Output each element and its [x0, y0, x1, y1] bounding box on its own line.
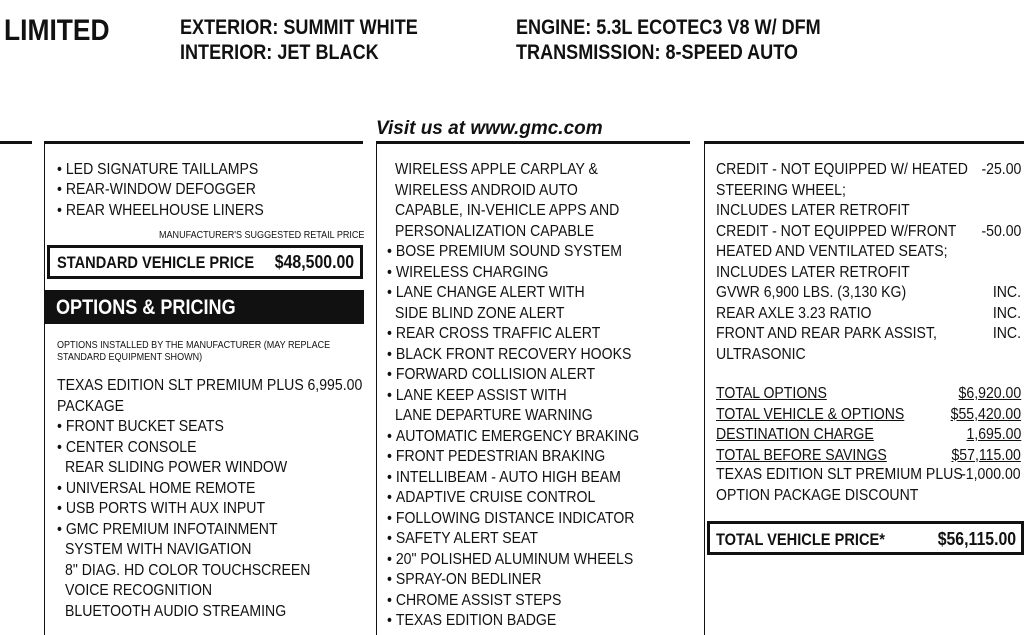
feature-item: • BOSE PREMIUM SOUND SYSTEM — [387, 242, 622, 263]
feature-item: • BLACK FRONT RECOVERY HOOKS — [387, 345, 631, 366]
credit-line: INCLUDES LATER RETROFIT — [716, 263, 910, 281]
package-name-cont: PACKAGE — [57, 398, 125, 415]
msrp-label: MANUFACTURER'S SUGGESTED RETAIL PRICE — [159, 229, 365, 241]
credit-line: ULTRASONIC — [716, 345, 806, 363]
total-value: 1,695.00 — [966, 426, 1021, 443]
feature-item: • 20" POLISHED ALUMINUM WHEELS — [387, 550, 633, 571]
options-note-1: OPTIONS INSTALLED BY THE MANUFACTURER (MAY REPLACE — [57, 339, 331, 351]
credit-value: -25.00 — [981, 161, 1021, 178]
feature-item: • AUTOMATIC EMERGENCY BRAKING — [387, 427, 639, 448]
feature-item: CAPABLE, IN-VEHICLE APPS AND — [395, 202, 620, 219]
col1-left-border — [44, 143, 45, 635]
discount-label: TEXAS EDITION SLT PREMIUM PLUS — [716, 466, 963, 483]
total-label: TOTAL VEHICLE & OPTIONS — [716, 405, 905, 423]
top-rule-col3 — [704, 141, 1024, 144]
package-item: • USB PORTS WITH AUX INPUT — [57, 499, 265, 520]
total-label: TOTAL BEFORE SAVINGS — [716, 446, 887, 464]
options-note-2: STANDARD EQUIPMENT SHOWN) — [57, 351, 203, 363]
credit-line: REAR AXLE 3.23 RATIO — [716, 304, 872, 322]
feature-item: • ADAPTIVE CRUISE CONTROL — [387, 488, 595, 509]
credit-value: INC. — [992, 304, 1021, 322]
top-rule-col1 — [44, 141, 363, 144]
package-item: REAR SLIDING POWER WINDOW — [65, 459, 288, 476]
svp-label: STANDARD VEHICLE PRICE — [57, 253, 255, 272]
feature-item: LANE DEPARTURE WARNING — [395, 407, 593, 424]
package-name: TEXAS EDITION SLT PREMIUM PLUS — [57, 377, 304, 394]
feature-item: • FRONT PEDESTRIAN BRAKING — [387, 447, 605, 468]
credit-value: INC. — [992, 325, 1021, 342]
package-item: • FRONT BUCKET SEATS — [57, 417, 224, 438]
credit-line: CREDIT - NOT EQUIPPED W/FRONT — [716, 222, 957, 240]
feature-item: WIRELESS ANDROID AUTO — [395, 181, 578, 199]
feature-item: SIDE BLIND ZONE ALERT — [395, 304, 565, 322]
discount-label-cont: OPTION PACKAGE DISCOUNT — [716, 487, 919, 504]
credit-line: GVWR 6,900 LBS. (3,130 KG) — [716, 284, 907, 301]
col3-left-border — [704, 143, 705, 635]
options-pricing-title: OPTIONS & PRICING — [56, 296, 236, 319]
feature-item: • CHROME ASSIST STEPS — [387, 591, 561, 612]
total-label: DESTINATION CHARGE — [716, 426, 874, 443]
feature-item: • LANE CHANGE ALERT WITH — [387, 283, 585, 304]
website-link[interactable]: Visit us at www.gmc.com — [376, 118, 603, 139]
feature-item: • INTELLIBEAM - AUTO HIGH BEAM — [387, 468, 621, 489]
credit-line: STEERING WHEEL; — [716, 181, 846, 199]
standard-vehicle-price-box — [47, 245, 363, 279]
tvp-label: TOTAL VEHICLE PRICE* — [716, 530, 885, 549]
feature-item: • TEXAS EDITION BADGE — [387, 611, 556, 632]
tvp-value: $56,115.00 — [937, 529, 1016, 549]
total-value: $55,420.00 — [950, 405, 1021, 423]
credit-line: CREDIT - NOT EQUIPPED W/ HEATED — [716, 161, 968, 178]
exterior-color: EXTERIOR: SUMMIT WHITE — [180, 16, 418, 39]
package-price: 6,995.00 — [307, 377, 362, 394]
interior-color: INTERIOR: JET BLACK — [180, 41, 379, 64]
total-vehicle-price-box — [707, 521, 1024, 555]
col2-left-border — [376, 143, 377, 635]
credit-value: -50.00 — [981, 222, 1021, 240]
total-value: $57,115.00 — [951, 446, 1021, 464]
package-item: • UNIVERSAL HOME REMOTE — [57, 479, 255, 500]
top-rule-col2 — [376, 141, 690, 144]
options-pricing-bar — [44, 290, 364, 324]
feature-item: WIRELESS APPLE CARPLAY & — [395, 161, 598, 178]
top-rule-left — [0, 141, 32, 144]
package-item: • CENTER CONSOLE — [57, 438, 196, 459]
package-item: SYSTEM WITH NAVIGATION — [65, 541, 252, 558]
credit-line: HEATED AND VENTILATED SEATS; — [716, 243, 948, 260]
feature-item: • REAR CROSS TRAFFIC ALERT — [387, 324, 600, 345]
credit-line: INCLUDES LATER RETROFIT — [716, 202, 910, 219]
package-item: BLUETOOTH AUDIO STREAMING — [65, 602, 287, 620]
feature-item: • SAFETY ALERT SEAT — [387, 529, 538, 550]
svp-value: $48,500.00 — [274, 252, 354, 272]
discount-value: -1,000.00 — [961, 466, 1021, 483]
feature-item: • WIRELESS CHARGING — [387, 263, 548, 284]
feature-item: • LANE KEEP ASSIST WITH — [387, 386, 567, 407]
package-item: • GMC PREMIUM INFOTAINMENT — [57, 520, 278, 541]
feature-item: • FOLLOWING DISTANCE INDICATOR — [387, 509, 634, 530]
feature-item: • LED SIGNATURE TAILLAMPS — [57, 160, 258, 181]
credit-value: INC. — [992, 284, 1021, 301]
total-label: TOTAL OPTIONS — [716, 385, 827, 402]
feature-item: • REAR-WINDOW DEFOGGER — [57, 180, 256, 201]
package-item: VOICE RECOGNITION — [65, 582, 213, 599]
trim-level: LIMITED — [4, 14, 110, 47]
transmission-spec: TRANSMISSION: 8-SPEED AUTO — [516, 41, 798, 64]
feature-item: PERSONALIZATION CAPABLE — [395, 222, 595, 240]
feature-item: • SPRAY-ON BEDLINER — [387, 570, 541, 591]
package-item: 8" DIAG. HD COLOR TOUCHSCREEN — [65, 561, 311, 579]
feature-item: • REAR WHEELHOUSE LINERS — [57, 201, 264, 222]
feature-item: • FORWARD COLLISION ALERT — [387, 365, 595, 386]
credit-line: FRONT AND REAR PARK ASSIST, — [716, 325, 937, 342]
engine-spec: ENGINE: 5.3L ECOTEC3 V8 W/ DFM — [516, 16, 821, 39]
total-value: $6,920.00 — [958, 385, 1021, 402]
